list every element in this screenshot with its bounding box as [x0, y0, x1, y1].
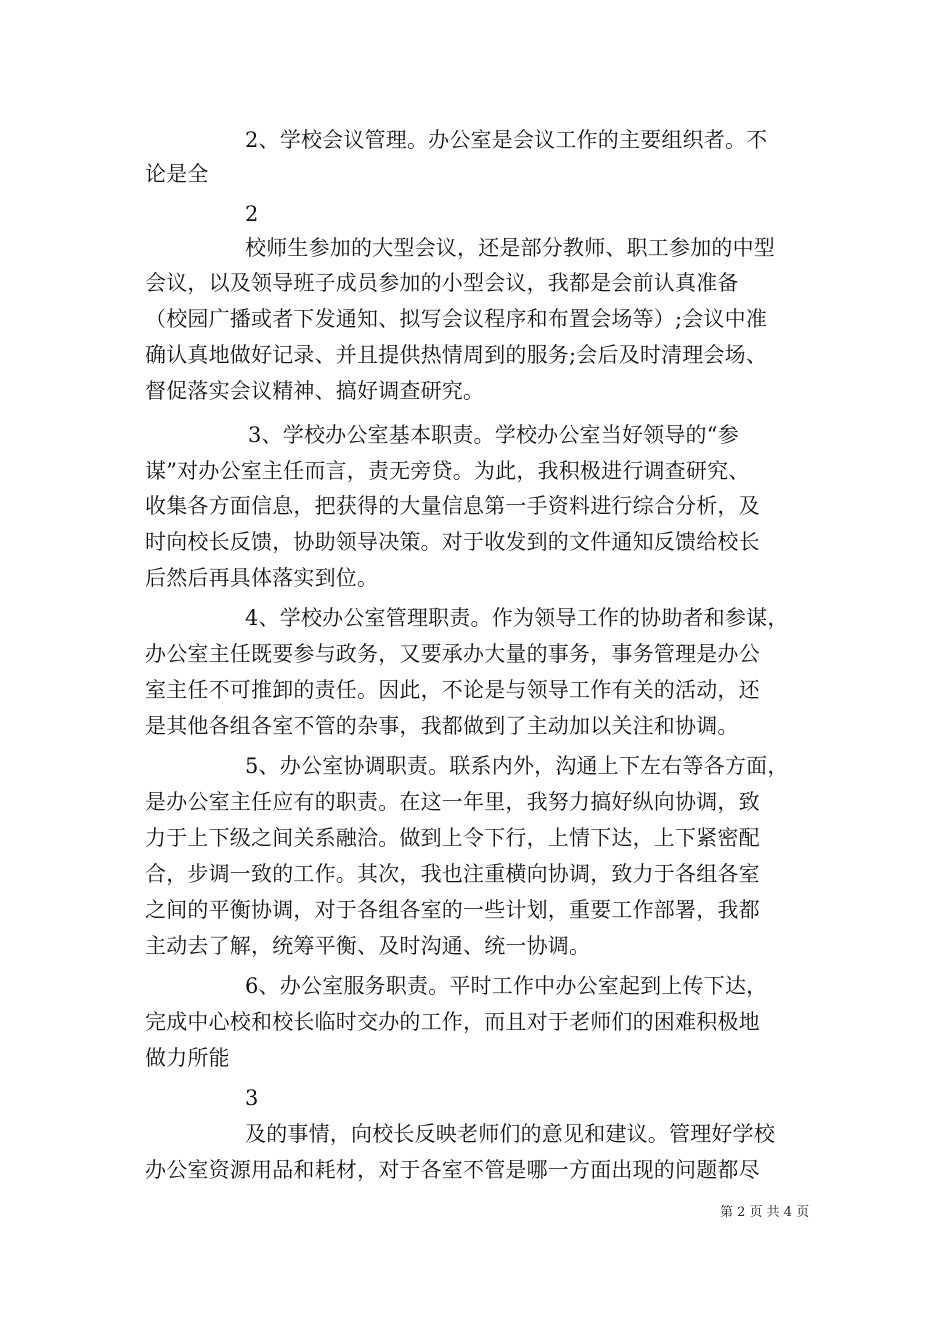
text-line-23: 主动去了解，统筹平衡、及时沟通、统一协调。 — [145, 934, 591, 958]
page-number-marker: 3 — [245, 1086, 259, 1110]
text-line-10: 谋”对办公室主任而言，责无旁贷。为此，我积极进行调查研究、 — [145, 459, 750, 483]
text-line-13: 后然后再具体落实到位。 — [145, 566, 379, 590]
text-line-12: 时向校长反馈，协助领导决策。对于收发到的文件通知反馈给校长 — [145, 530, 760, 554]
text-line-20: 力于上下级之间关系融洽。做到上令下行，上情下达，上下紧密配 — [145, 826, 760, 850]
text-line-8: 督促落实会议精神、搞好调查研究。 — [145, 379, 485, 403]
text-line-21: 合，步调一致的工作。其次，我也注重横向协调，致力于各组各室 — [145, 862, 760, 886]
text-line-5: 会议，以及领导班子成员参加的小型会议，我都是会前认真准备 — [145, 271, 739, 295]
text-line-7: 确认真地做好记录、并且提供热情周到的服务;会后及时清理会场、 — [145, 343, 768, 367]
text-line-19: 是办公室主任应有的职责。在这一年里，我努力搞好纵向协调，致 — [145, 790, 760, 814]
text-line-9: 3、学校办公室基本职责。学校办公室当好领导的“参 — [248, 423, 739, 447]
text-line-15: 办公室主任既要参与政务，又要承办大量的事务，事务管理是办公 — [145, 642, 760, 666]
text-line-28: 及的事情，向校长反映老师们的意见和建议。管理好学校 — [245, 1122, 775, 1146]
text-line-16: 室主任不可推卸的责任。因此，不论是与领导工作有关的活动，还 — [145, 678, 760, 702]
text-line-29: 办公室资源用品和耗材，对于各室不管是哪一方面出现的问题都尽 — [145, 1158, 760, 1182]
text-line-14: 4、学校办公室管理职责。作为领导工作的协助者和参谋， — [245, 606, 789, 630]
text-line-4: 校师生参加的大型会议，还是部分教师、职工参加的中型 — [245, 236, 775, 260]
text-line-22: 之间的平衡协调，对于各组各室的一些计划，重要工作部署，我都 — [145, 898, 760, 922]
text-line-25: 完成中心校和校长临时交办的工作，而且对于老师们的困难积极地 — [145, 1010, 760, 1034]
text-line-24: 6、办公室服务职责。平时工作中办公室起到上传下达， — [245, 974, 768, 998]
text-line-18: 5、办公室协调职责。联系内外，沟通上下左右等各方面， — [245, 754, 789, 778]
page-footer: 第 2 页 共 4 页 — [720, 1205, 810, 1220]
page-number-marker: 2 — [245, 202, 259, 226]
text-line-1: 2、学校会议管理。办公室是会议工作的主要组织者。不 — [245, 128, 768, 152]
text-line-26: 做力所能 — [145, 1046, 230, 1070]
text-line-17: 是其他各组各室不管的杂事，我都做到了主动加以关注和协调。 — [145, 714, 739, 738]
text-line-11: 收集各方面信息，把获得的大量信息第一手资料进行综合分析，及 — [145, 494, 760, 518]
text-line-2: 论是全 — [145, 162, 209, 186]
text-line-6: （校园广播或者下发通知、拟写会议程序和布置会场等）;会议中准 — [145, 307, 768, 331]
